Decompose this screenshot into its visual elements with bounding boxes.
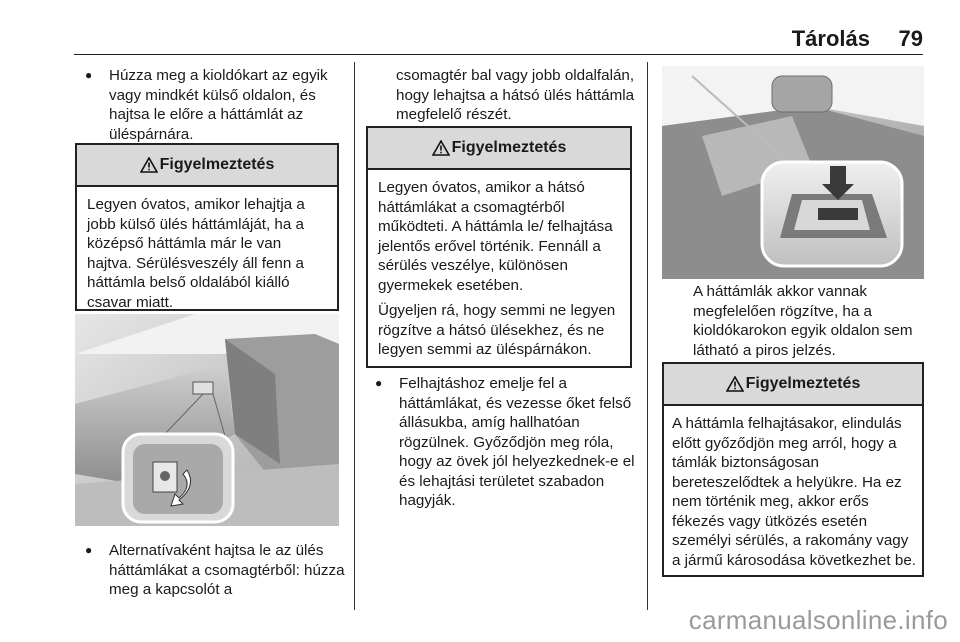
bullet-dot: ● — [85, 543, 93, 557]
bullet-dot: ● — [85, 68, 93, 82]
warning-text: Legyen óvatos, amikor a hátsó háttámlákat a csomagtérből működteti. A háttámla le/ felhajtása jelentős erővel történik. Fennáll a sérülés veszélye, különösen gyermekek esetében. — [378, 179, 613, 294]
warning-text: Legyen óvatos, amikor lehajtja a jobb külső ülés háttámláját, ha a középső háttámla már le van hajtva. Sérülésveszély áll fenn a háttámla belső oldalából kiálló csavar miatt. — [87, 196, 305, 311]
warning-icon — [140, 157, 158, 173]
page-header — [0, 0, 960, 60]
column-divider — [354, 62, 355, 610]
warning-title: Figyelmeztetés — [745, 375, 861, 392]
photo-trunk-release-switch — [75, 314, 339, 526]
footer — [0, 605, 960, 636]
bullet-text: Felhajtáshoz emelje fel a háttámlákat, és vezesse őket felső állásukba, amíg hallhatóan rögzülnek. Győződjön meg róla, hogy az övek jól helyezkednek-e el és lehajtási területet szabadon hagyják. — [399, 375, 635, 509]
warning-header — [368, 128, 630, 170]
column-divider — [647, 62, 648, 610]
warning-icon — [432, 140, 450, 156]
photo-seat-latch — [662, 66, 924, 279]
bullet-pull-lever — [85, 66, 349, 144]
warning-body — [368, 170, 630, 368]
header-rule — [74, 54, 923, 55]
warning-text: A háttámla felhajtásakor, elindulás előtt győződjön meg arról, hogy a támlák biztonságosan bereteszelődtek a helyükre. Ha ez nem történik meg, akkor erős fékezés vagy ütközés esetén személyi sérülés, a rakomány vagy a jármű károsodása következhet be. — [672, 415, 916, 569]
warning-body — [664, 406, 922, 578]
bullet-text: Alternatívaként hajtsa le az ülés háttámlákat a csomagtérből: húzza meg a kapcsolót a — [109, 542, 345, 598]
warning-title: Figyelmeztetés — [451, 139, 567, 156]
warning-box-1 — [75, 143, 339, 311]
bullet-dot: ● — [375, 376, 383, 390]
page-number: 79 — [898, 26, 923, 51]
warning-text: Ügyeljen rá, hogy semmi ne legyen rögzítve a hátsó ülésekhez, és ne legyen semmi az üléspárnákon. — [378, 302, 616, 358]
continuation-text: csomagtér bal vagy jobb oldalfalán, hogy lehajtsa a hátsó ülés háttámla megfelelő részét. — [396, 67, 635, 123]
bullet-alternative-fold — [85, 541, 349, 600]
warning-title: Figyelmeztetés — [159, 156, 275, 173]
warning-box-3 — [662, 362, 924, 577]
warning-icon — [726, 376, 744, 392]
watermark-text: carmanualsonline.info — [688, 605, 948, 635]
section-title: Tárolás — [791, 26, 870, 51]
warning-body — [77, 187, 337, 320]
warning-box-2 — [366, 126, 632, 368]
warning-header — [664, 364, 922, 406]
bullet-text: Húzza meg a kioldókart az egyik vagy mindkét külső oldalon, és hajtsa le előre a háttámlát az üléspárnára. — [109, 67, 328, 143]
latch-caption: A háttámlák akkor vannak megfelelően rögzítve, ha a kioldókarokon egyik oldalon sem látható a piros jelzés. — [693, 283, 913, 359]
warning-header — [77, 145, 337, 187]
bullet-raise-backrest — [375, 374, 635, 511]
